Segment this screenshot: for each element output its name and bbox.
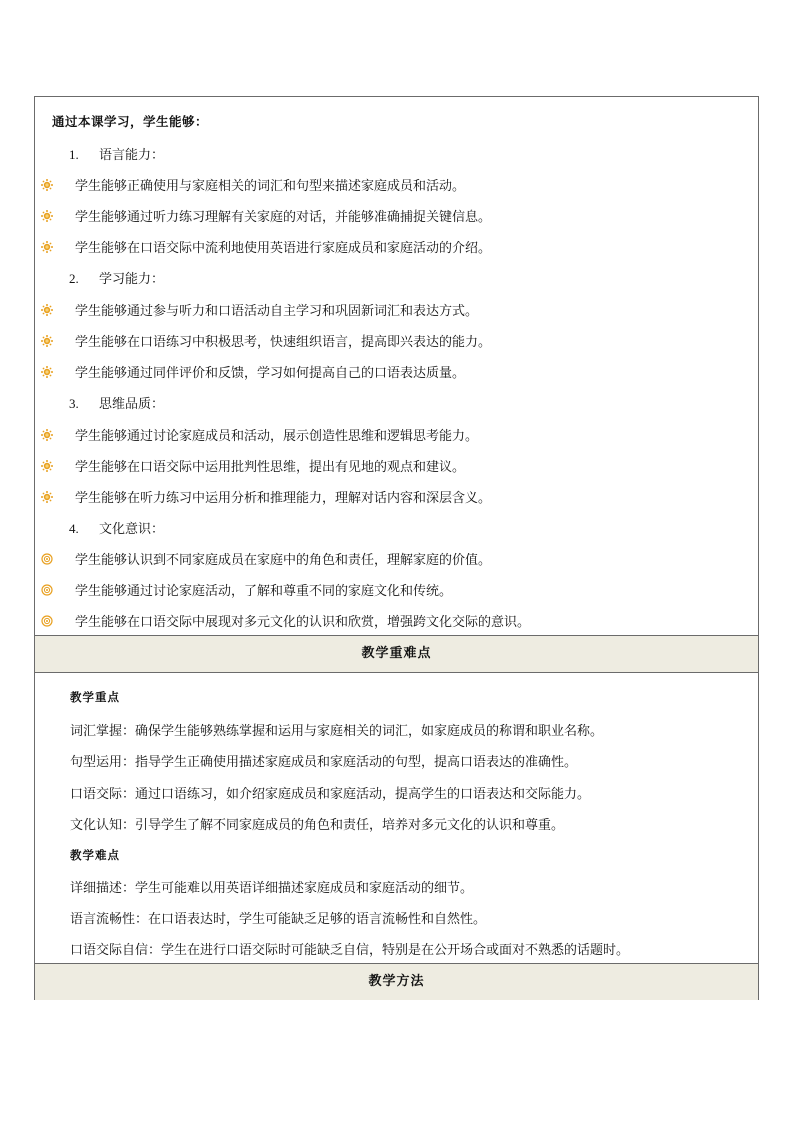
focus-subheading: 教学重点: [70, 690, 120, 704]
group-number: 4.: [69, 521, 79, 536]
target-bullet-icon: [41, 553, 53, 565]
objective-text: 学生能够在口语交际中展现对多元文化的认识和欣赏，增强跨文化交际的意识。: [75, 615, 531, 630]
list-item: [41, 331, 491, 350]
list-item: 口语交际自信：学生在进行口语交际时可能缺乏自信，特别是在公开场合或面对不熟悉的话题时。: [70, 943, 630, 958]
list-item: 语言流畅性：在口语表达时，学生可能缺乏足够的语言流畅性和自然性。: [70, 912, 487, 927]
sun-bullet-icon: [41, 429, 53, 441]
group-title: 学习能力：: [99, 272, 165, 287]
group-number: 1.: [69, 147, 79, 162]
group-title: 语言能力：: [99, 148, 165, 163]
objective-text: 学生能够通过参与听力和口语活动自主学习和巩固新词汇和表达方式。: [75, 304, 479, 319]
objective-group-heading: [69, 393, 164, 412]
list-item: 口语交际：通过口语练习，如介绍家庭成员和家庭活动，提高学生的口语表达和交际能力。: [70, 787, 591, 802]
sun-bullet-icon: [41, 460, 53, 472]
list-item: 词汇掌握：确保学生能够熟练掌握和运用与家庭相关的词汇，如家庭成员的称谓和职业名称。: [70, 724, 604, 739]
group-number: 2.: [69, 271, 79, 286]
objective-group-heading: [69, 268, 164, 287]
sun-bullet-icon: [41, 335, 53, 347]
objective-text: 学生能够通过讨论家庭活动，了解和尊重不同的家庭文化和传统。: [75, 584, 453, 599]
objectives-section: [35, 97, 758, 634]
list-item: [41, 549, 491, 568]
list-item: 文化认知：引导学生了解不同家庭成员的角色和责任，培养对多元文化的认识和尊重。: [70, 818, 565, 833]
objective-text: 学生能够通过讨论家庭成员和活动，展示创造性思维和逻辑思考能力。: [75, 429, 479, 444]
sun-bullet-icon: [41, 179, 53, 191]
difficulty-subheading: 教学难点: [70, 848, 120, 862]
sun-bullet-icon: [41, 491, 53, 503]
objective-text: 学生能够正确使用与家庭相关的词汇和句型来描述家庭成员和活动。: [75, 179, 466, 194]
key-difficult-header: 教学重难点: [35, 635, 758, 673]
objective-text: 学生能够在听力练习中运用分析和推理能力，理解对话内容和深层含义。: [75, 491, 492, 506]
target-bullet-icon: [41, 584, 53, 596]
sun-bullet-icon: [41, 304, 53, 316]
list-item: 详细描述：学生可能难以用英语详细描述家庭成员和家庭活动的细节。: [70, 881, 474, 896]
sun-bullet-icon: [41, 210, 53, 222]
sun-bullet-icon: [41, 241, 53, 253]
list-item: [41, 237, 491, 256]
objective-text: 学生能够通过听力练习理解有关家庭的对话，并能够准确捕捉关键信息。: [75, 210, 492, 225]
group-title: 文化意识：: [99, 522, 165, 537]
methods-header: 教学方法: [35, 963, 758, 1000]
objective-group-heading: [69, 518, 164, 537]
objectives-intro: 通过本课学习，学生能够：: [52, 114, 209, 129]
list-item: 句型运用：指导学生正确使用描述家庭成员和家庭活动的句型，提高口语表达的准确性。: [70, 755, 578, 770]
lesson-plan-table: [34, 96, 759, 1000]
list-item: [41, 456, 465, 475]
list-item: [41, 206, 491, 225]
sun-bullet-icon: [41, 366, 53, 378]
target-bullet-icon: [41, 615, 53, 627]
list-item: [41, 580, 452, 599]
list-item: [41, 300, 478, 319]
list-item: [41, 362, 465, 381]
list-item: [41, 611, 530, 630]
list-item: [41, 175, 465, 194]
group-title: 思维品质：: [99, 397, 165, 412]
list-item: [41, 425, 478, 444]
objective-text: 学生能够在口语交际中运用批判性思维，提出有见地的观点和建议。: [75, 460, 466, 475]
objective-text: 学生能够在口语练习中积极思考，快速组织语言，提高即兴表达的能力。: [75, 335, 492, 350]
objective-text: 学生能够在口语交际中流利地使用英语进行家庭成员和家庭活动的介绍。: [75, 241, 492, 256]
group-number: 3.: [69, 396, 79, 411]
objective-text: 学生能够通过同伴评价和反馈，学习如何提高自己的口语表达质量。: [75, 366, 466, 381]
list-item: [41, 487, 491, 506]
objective-group-heading: [69, 144, 164, 163]
objective-text: 学生能够认识到不同家庭成员在家庭中的角色和责任，理解家庭的价值。: [75, 553, 492, 568]
